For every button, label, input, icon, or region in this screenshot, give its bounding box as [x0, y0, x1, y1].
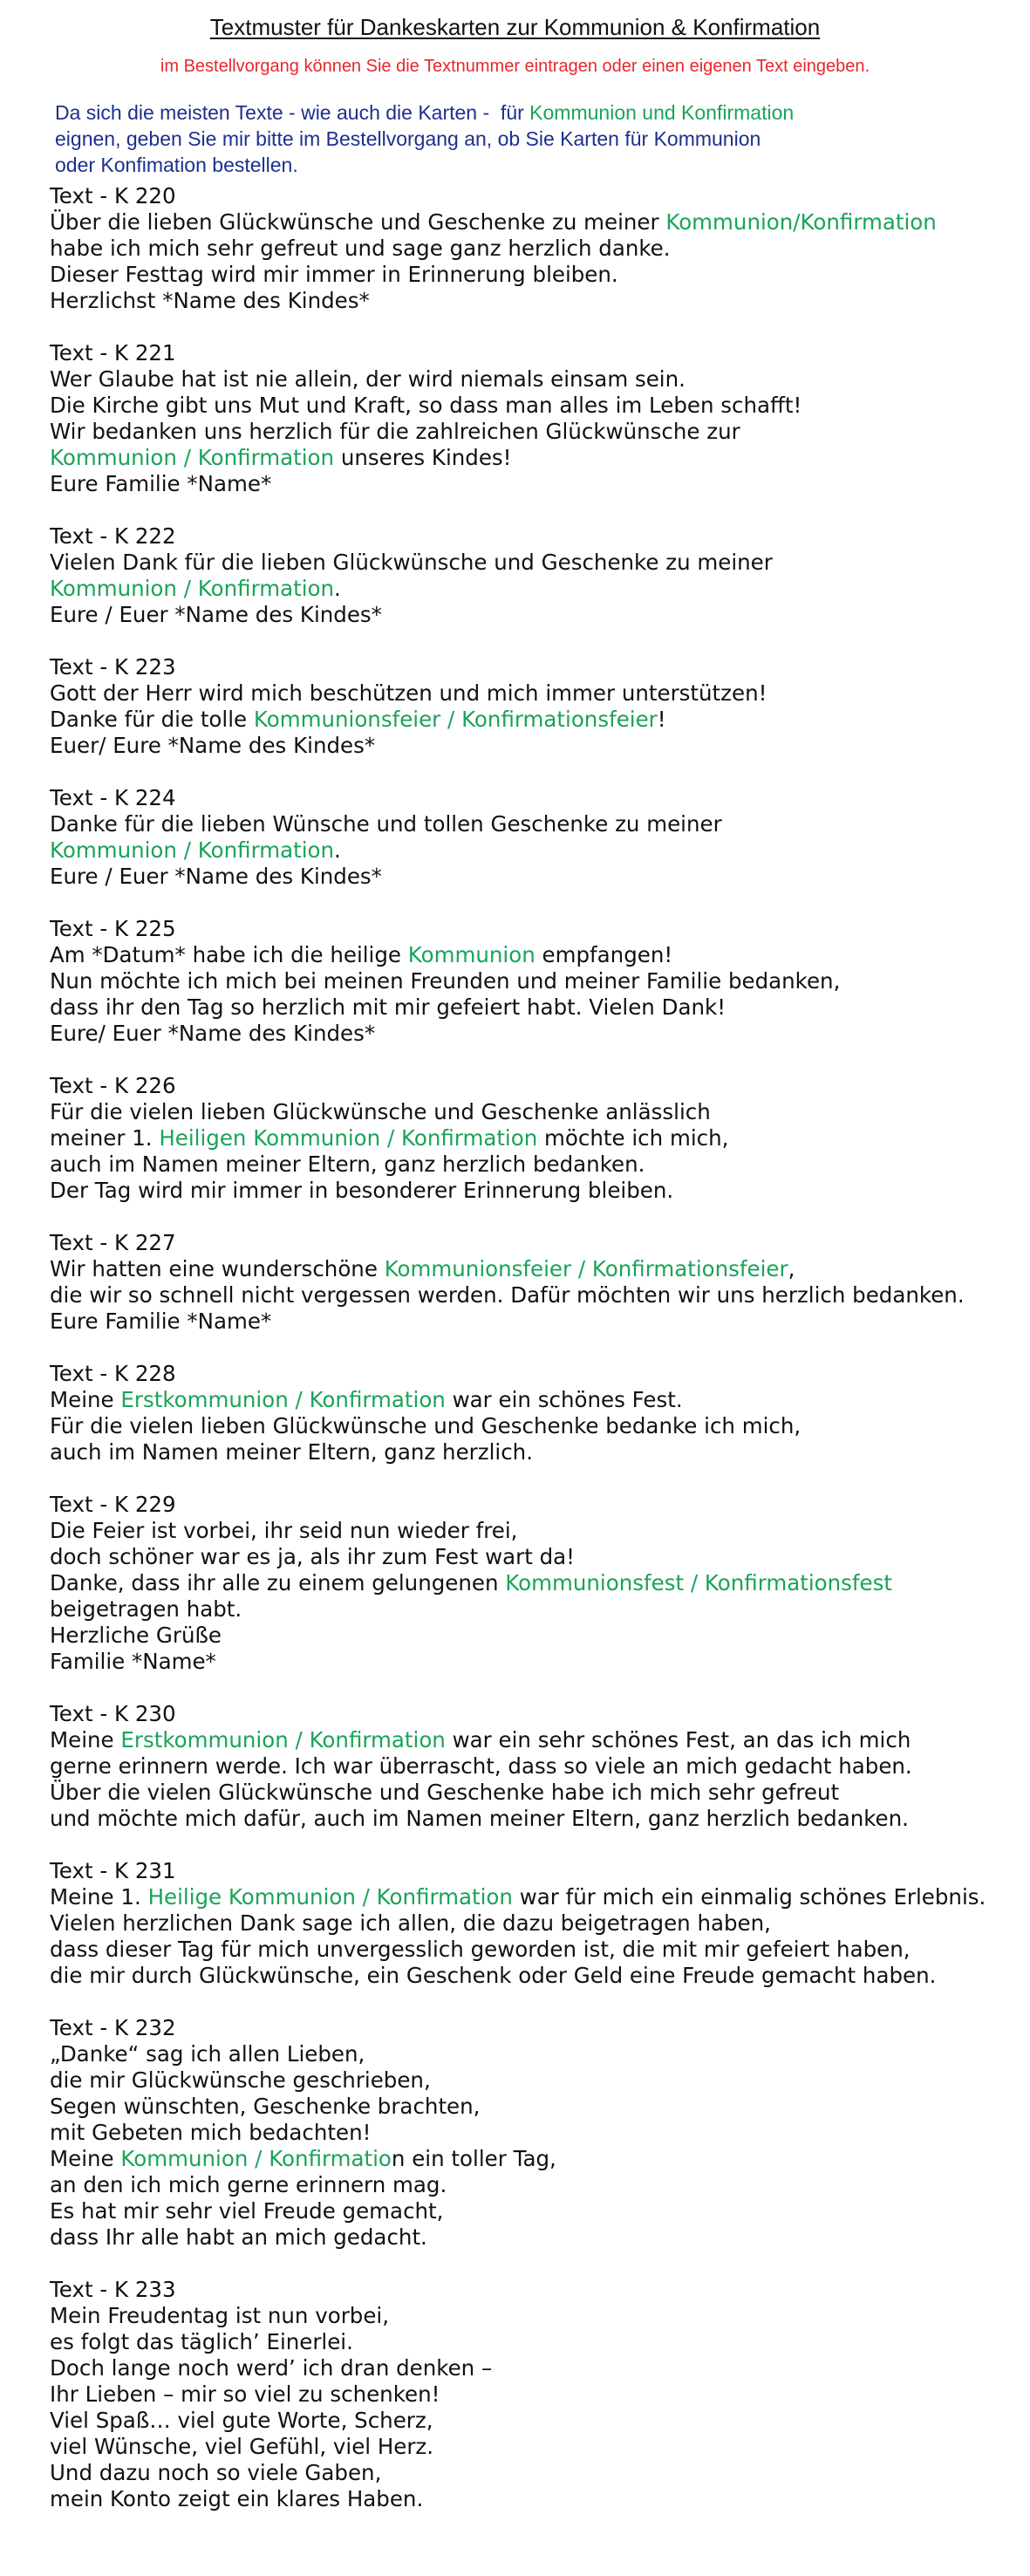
- text-segment: es folgt das täglich’ Einerlei.: [50, 2329, 353, 2354]
- highlight-term: Kommunion / Konfirmation: [50, 576, 335, 601]
- text-line: [50, 2041, 1018, 2067]
- text-sample-list: [50, 183, 1018, 2538]
- text-segment: die wir so schnell nicht vergessen werden. Dafür möchten wir uns herzlich bedanken.: [50, 1282, 965, 1308]
- text-segment: .: [334, 837, 341, 863]
- text-line: [50, 811, 1018, 837]
- text-heading: Text - K 229: [50, 1492, 176, 1517]
- text-segment: viel Wünsche, viel Gefühl, viel Herz.: [50, 2434, 434, 2459]
- text-segment: Der Tag wird mir immer in besonderer Erinnerung bleiben.: [50, 1178, 674, 1203]
- text-segment: Danke für die tolle: [50, 707, 254, 732]
- text-line: [50, 680, 1018, 707]
- text-line: [50, 1256, 1018, 1282]
- text-segment: !: [657, 707, 666, 732]
- text-line: [50, 445, 1018, 471]
- text-segment: war ein schönes Fest.: [445, 1387, 683, 1412]
- text-segment: Wir bedanken uns herzlich für die zahlreichen Glückwünsche zur: [50, 419, 740, 444]
- text-segment: dass Ihr alle habt an mich gedacht.: [50, 2224, 427, 2250]
- text-line: [50, 2434, 1018, 2460]
- text-line: [50, 1753, 1018, 1780]
- text-line: [50, 2094, 1018, 2120]
- text-line: [50, 1596, 1018, 1623]
- text-segment: Segen wünschten, Geschenke brachten,: [50, 2094, 481, 2119]
- text-line: [50, 2460, 1018, 2486]
- text-heading: Text - K 228: [50, 1361, 176, 1386]
- highlight-term: Heilige Kommunion / Konfirmation: [147, 1884, 513, 1910]
- text-line: [50, 1178, 1018, 1204]
- text-segment: Familie *Name*: [50, 1649, 216, 1674]
- text-segment: Danke für die lieben Wünsche und tollen Geschenke zu meiner: [50, 811, 722, 837]
- text-segment: Eure / Euer *Name des Kindes*: [50, 864, 382, 889]
- text-segment: Für die vielen lieben Glückwünsche und Geschenke bedanke ich mich,: [50, 1413, 801, 1438]
- text-line: [50, 602, 1018, 628]
- text-line: [50, 1649, 1018, 1675]
- text-segment: Eure/ Euer *Name des Kindes*: [50, 1021, 376, 1046]
- text-segment: Die Feier ist vorbei, ihr seid nun wieder frei,: [50, 1518, 518, 1543]
- text-line: [50, 393, 1018, 419]
- text-segment: Vielen Dank für die lieben Glückwünsche und Geschenke zu meiner: [50, 550, 773, 575]
- text-segment: Herzlichst *Name des Kindes*: [50, 288, 370, 313]
- text-line: [50, 942, 1018, 968]
- highlight-term: Kommunionsfeier / Konfirmationsfeier: [384, 1256, 788, 1281]
- highlight-term: Kommunion/Konfirmation: [665, 209, 937, 235]
- text-segment: die mir Glückwünsche geschrieben,: [50, 2067, 431, 2093]
- text-segment: Euer/ Eure *Name des Kindes*: [50, 733, 376, 758]
- text-segment: möchte ich mich,: [537, 1125, 729, 1151]
- text-block-k226: [50, 1073, 1018, 1204]
- text-segment: empfangen!: [535, 942, 673, 967]
- text-line: [50, 1151, 1018, 1178]
- text-line: [50, 1099, 1018, 1125]
- text-segment: gerne erinnern werde. Ich war überrascht, dass so viele an mich gedacht haben.: [50, 1753, 912, 1779]
- text-segment: war ein sehr schönes Fest, an das ich mich: [445, 1727, 911, 1753]
- text-segment: ,: [788, 1256, 795, 1281]
- text-segment: dass dieser Tag für mich unvergesslich geworden ist, die mit mir gefeiert haben,: [50, 1937, 911, 1962]
- text-segment: Mein Freudentag ist nun vorbei,: [50, 2303, 390, 2328]
- text-block-k223: [50, 654, 1018, 759]
- text-block-k230: [50, 1701, 1018, 1832]
- text-block-k232: [50, 2015, 1018, 2251]
- text-line: [50, 2120, 1018, 2146]
- text-segment: Ihr Lieben – mir so viel zu schenken!: [50, 2381, 440, 2407]
- text-line: [50, 550, 1018, 576]
- text-segment: Über die lieben Glückwünsche und Geschenke zu meiner: [50, 209, 666, 235]
- text-line: [50, 471, 1018, 497]
- text-line: [50, 1021, 1018, 1047]
- text-segment: mein Konto zeigt ein klares Haben.: [50, 2486, 424, 2511]
- text-block-k222: [50, 523, 1018, 628]
- text-segment: Und dazu noch so viele Gaben,: [50, 2460, 382, 2485]
- text-line: [50, 2224, 1018, 2251]
- text-segment: Es hat mir sehr viel Freude gemacht,: [50, 2198, 444, 2224]
- text-segment: die mir durch Glückwünsche, ein Geschenk oder Geld eine Freude gemacht haben.: [50, 1963, 937, 1988]
- text-line: [50, 1910, 1018, 1937]
- text-segment: Vielen herzlichen Dank sage ich allen, die dazu beigetragen haben,: [50, 1910, 771, 1936]
- text-segment: Da sich die meisten Texte - wie auch die Karten - für: [55, 101, 530, 124]
- highlight-term: Heiligen Kommunion / Konfirmation: [159, 1125, 538, 1151]
- text-segment: an den ich mich gerne erinnern mag.: [50, 2172, 447, 2197]
- text-line: [50, 2303, 1018, 2329]
- text-segment: Doch lange noch werd’ ich dran denken –: [50, 2355, 493, 2381]
- text-segment: oder Konfimation bestellen.: [55, 154, 298, 176]
- text-segment: Dieser Festtag wird mir immer in Erinnerung bleiben.: [50, 262, 618, 287]
- text-segment: Am *Datum* habe ich die heilige: [50, 942, 408, 967]
- text-line: [50, 1780, 1018, 1806]
- text-block-k228: [50, 1361, 1018, 1466]
- text-line: [50, 1937, 1018, 1963]
- text-line: [50, 1727, 1018, 1753]
- text-block-k224: [50, 785, 1018, 890]
- text-block-k229: [50, 1492, 1018, 1675]
- text-segment: Für die vielen lieben Glückwünsche und Geschenke anlässlich: [50, 1099, 711, 1124]
- text-heading: Text - K 222: [50, 523, 176, 549]
- text-line: [50, 733, 1018, 759]
- text-line: [50, 2381, 1018, 2408]
- text-block-k231: [50, 1858, 1018, 1989]
- text-line: [50, 1308, 1018, 1335]
- text-line: [50, 994, 1018, 1021]
- text-segment: Danke, dass ihr alle zu einem gelungenen: [50, 1570, 506, 1595]
- text-line: [50, 1282, 1018, 1308]
- text-line: [50, 2355, 1018, 2381]
- text-block-k227: [50, 1230, 1018, 1335]
- text-line: [50, 1518, 1018, 1544]
- text-line: [50, 1125, 1018, 1151]
- text-segment: Nun möchte ich mich bei meinen Freunden und meiner Familie bedanken,: [50, 968, 841, 994]
- text-heading: Text - K 231: [50, 1858, 176, 1883]
- text-heading: Text - K 223: [50, 654, 176, 680]
- text-block-k233: [50, 2277, 1018, 2512]
- text-segment: „Danke“ sag ich allen Lieben,: [50, 2041, 365, 2067]
- text-block-k225: [50, 916, 1018, 1047]
- text-segment: doch schöner war es ja, als ihr zum Fest wart da!: [50, 1544, 575, 1569]
- text-line: [50, 864, 1018, 890]
- text-line: [50, 1963, 1018, 1989]
- text-segment: Eure Familie *Name*: [50, 471, 272, 496]
- text-heading: Text - K 220: [50, 183, 176, 208]
- text-line: [50, 1439, 1018, 1466]
- highlight-term: Kommunion / Konfirmation: [50, 837, 335, 863]
- highlight-term: Erstkommunion / Konfirmation: [120, 1387, 446, 1412]
- page-title: Textmuster für Dankeskarten zur Kommunion & Konfirmation: [209, 14, 821, 40]
- text-line: [50, 2067, 1018, 2094]
- text-line: [50, 2486, 1018, 2512]
- text-segment: Über die vielen Glückwünsche und Geschenke habe ich mich sehr gefreut: [50, 1780, 840, 1805]
- text-line: [50, 366, 1018, 393]
- text-heading: Text - K 227: [50, 1230, 176, 1255]
- text-segment: meiner 1.: [50, 1125, 160, 1151]
- text-line: [50, 968, 1018, 994]
- text-segment: .: [334, 576, 341, 601]
- text-segment: Meine: [50, 1727, 121, 1753]
- intro-line: [55, 99, 997, 126]
- text-heading: Text - K 221: [50, 340, 176, 366]
- text-line: [50, 1623, 1018, 1649]
- text-segment: unseres Kindes!: [334, 445, 512, 470]
- highlight-term: Erstkommunion / Konfirmation: [120, 1727, 446, 1753]
- text-line: [50, 837, 1018, 864]
- text-line: [50, 707, 1018, 733]
- text-segment: eignen, geben Sie mir bitte im Bestellvorgang an, ob Sie Karten für Kommunion: [55, 127, 761, 150]
- highlight-term: Kommunion / Konfirmation: [50, 445, 335, 470]
- highlight-term: Kommunionsfeier / Konfirmationsfeier: [253, 707, 658, 732]
- text-heading: Text - K 226: [50, 1073, 176, 1098]
- text-segment: Meine: [50, 1387, 121, 1412]
- text-line: [50, 1570, 1018, 1596]
- highlight-term: Kommunion: [407, 942, 535, 967]
- text-segment: war für mich ein einmalig schönes Erlebnis.: [512, 1884, 986, 1910]
- highlight-term: Kommunionsfest / Konfirmationsfest: [505, 1570, 892, 1595]
- text-block-k221: [50, 340, 1018, 497]
- text-line: [50, 236, 1018, 262]
- text-segment: auch im Namen meiner Eltern, ganz herzlich.: [50, 1439, 533, 1465]
- text-line: [50, 1387, 1018, 1413]
- text-line: [50, 2329, 1018, 2355]
- text-heading: Text - K 224: [50, 785, 176, 810]
- text-line: [50, 1884, 1018, 1910]
- intro-line: [55, 126, 997, 152]
- text-line: [50, 1544, 1018, 1570]
- text-segment: Gott der Herr wird mich beschützen und mich immer unterstützen!: [50, 680, 767, 706]
- text-block-k220: [50, 183, 1018, 314]
- text-segment: Meine: [50, 2146, 121, 2171]
- text-segment: Eure Familie *Name*: [50, 1308, 272, 1334]
- text-segment: habe ich mich sehr gefreut und sage ganz herzlich danke.: [50, 236, 671, 261]
- highlight-term: Kommunion / Konfirmatio: [120, 2146, 392, 2171]
- text-line: [50, 419, 1018, 445]
- text-segment: Wir hatten eine wunderschöne: [50, 1256, 385, 1281]
- text-segment: Wer Glaube hat ist nie allein, der wird niemals einsam sein.: [50, 366, 686, 392]
- text-segment: mit Gebeten mich bedachten!: [50, 2120, 372, 2145]
- order-notice: im Bestellvorgang können Sie die Textnummer eintragen oder einen eigenen Text eingeben.: [160, 57, 870, 76]
- text-heading: Text - K 232: [50, 2015, 176, 2040]
- text-line: [50, 2172, 1018, 2198]
- text-line: [50, 2408, 1018, 2434]
- text-segment: dass ihr den Tag so herzlich mit mir gefeiert habt. Vielen Dank!: [50, 994, 726, 1020]
- text-line: [50, 2146, 1018, 2172]
- text-segment: n ein toller Tag,: [391, 2146, 556, 2171]
- text-line: [50, 1413, 1018, 1439]
- text-line: [50, 576, 1018, 602]
- text-line: [50, 209, 1018, 236]
- text-segment: Eure / Euer *Name des Kindes*: [50, 602, 382, 627]
- text-segment: Herzliche Grüße: [50, 1623, 222, 1648]
- text-heading: Text - K 230: [50, 1701, 176, 1726]
- text-heading: Text - K 233: [50, 2277, 176, 2302]
- intro-paragraph: [55, 99, 997, 178]
- text-segment: Meine 1.: [50, 1884, 148, 1910]
- intro-line: [55, 152, 997, 178]
- text-line: [50, 1806, 1018, 1832]
- highlight-term: Kommunion und Konfirmation: [529, 101, 795, 124]
- text-segment: und möchte mich dafür, auch im Namen meiner Eltern, ganz herzlich bedanken.: [50, 1806, 909, 1831]
- text-segment: beigetragen habt.: [50, 1596, 242, 1622]
- text-segment: Die Kirche gibt uns Mut und Kraft, so dass man alles im Leben schafft!: [50, 393, 802, 418]
- text-segment: Viel Spaß… viel gute Worte, Scherz,: [50, 2408, 433, 2433]
- text-heading: Text - K 225: [50, 916, 176, 941]
- text-segment: auch im Namen meiner Eltern, ganz herzlich bedanken.: [50, 1151, 645, 1177]
- text-line: [50, 262, 1018, 288]
- text-line: [50, 2198, 1018, 2224]
- text-line: [50, 288, 1018, 314]
